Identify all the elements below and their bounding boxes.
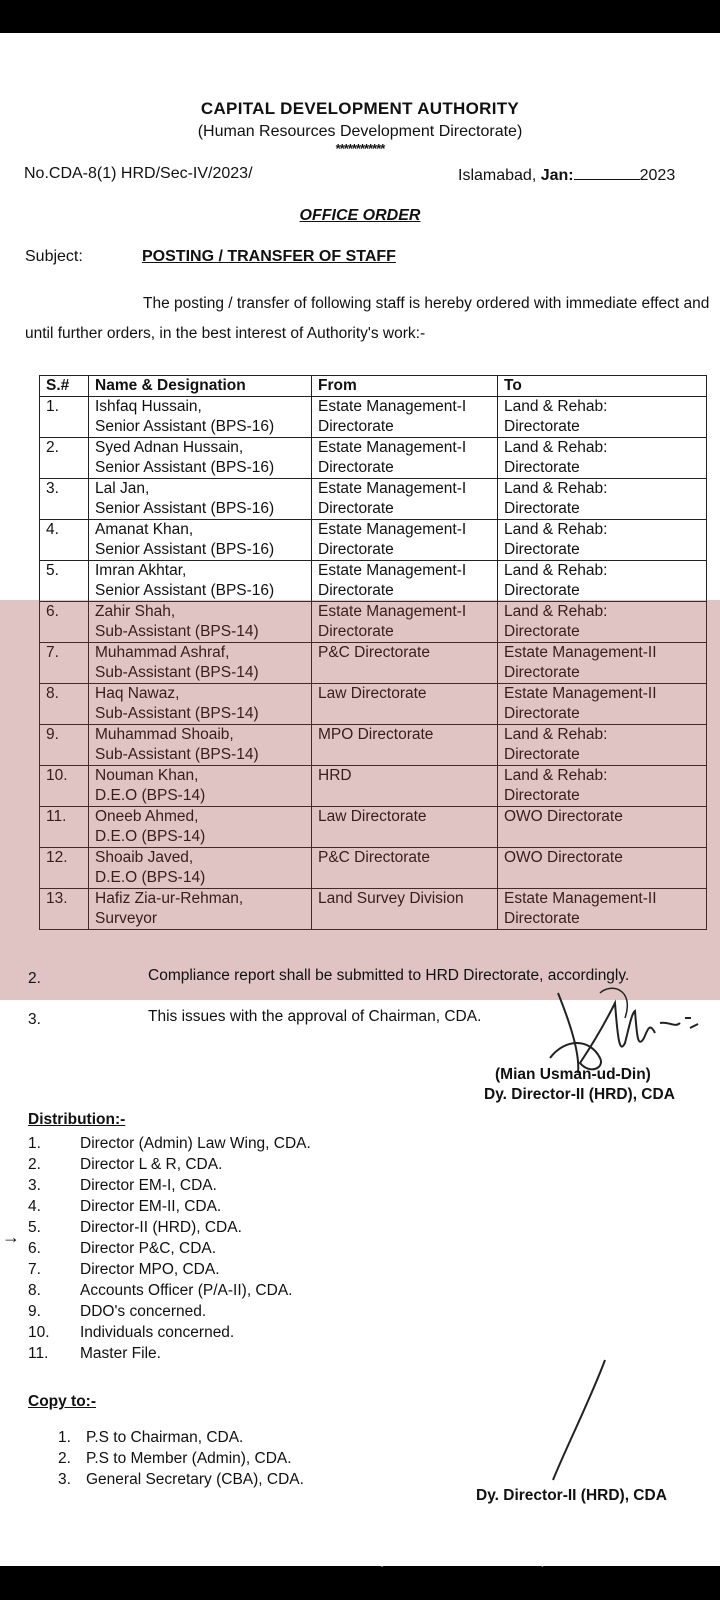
cell-to-to1: Land & Rehab: <box>504 603 608 620</box>
distribution-item <box>28 1238 311 1259</box>
intro-paragraph: The posting / transfer of following staff is hereby ordered with immediate effect and until further orders, in the best interest of Authority's work:- <box>25 295 710 342</box>
cell-sno-sno: 5. <box>46 562 59 579</box>
table-row <box>40 397 707 438</box>
cell-name-designation-name: Imran Akhtar, <box>95 562 187 579</box>
distribution-item <box>28 1301 311 1322</box>
distribution-item-number: 8. <box>28 1282 41 1299</box>
copy-to-item-number: 1. <box>58 1429 71 1446</box>
cell-from-from1: HRD <box>318 767 352 784</box>
signatory-name: (Mian Usman-ud-Din) <box>495 1066 651 1083</box>
cell-name-designation-name: Hafiz Zia-ur-Rehman, <box>95 890 244 907</box>
distribution-item-number: 4. <box>28 1198 41 1215</box>
cell-sno-sno: 4. <box>46 521 59 538</box>
cell-name-designation-designation: D.E.O (BPS-14) <box>95 869 206 886</box>
distribution-item-text: Director (Admin) Law Wing, CDA. <box>80 1135 311 1152</box>
cell-from-from1: P&C Directorate <box>318 849 430 866</box>
cell-from <box>312 438 498 479</box>
copy-to-item <box>58 1469 304 1490</box>
cell-to <box>498 848 707 889</box>
cell-to <box>498 561 707 602</box>
cell-name-designation-name: Muhammad Shoaib, <box>95 726 234 743</box>
cell-to <box>498 725 707 766</box>
cell-name-designation-name: Muhammad Ashraf, <box>95 644 230 661</box>
distribution-item-text: Accounts Officer (P/A-II), CDA. <box>80 1282 293 1299</box>
cell-to-to1: OWO Directorate <box>504 808 623 825</box>
cell-sno <box>40 848 89 889</box>
distribution-item <box>28 1175 311 1196</box>
distribution-item-text: Director-II (HRD), CDA. <box>80 1219 242 1236</box>
table-row <box>40 479 707 520</box>
distribution-item <box>28 1343 311 1364</box>
cell-sno <box>40 807 89 848</box>
table-row <box>40 643 707 684</box>
cell-to-to2: Directorate <box>504 623 580 640</box>
copy-to-item-text: P.S to Chairman, CDA. <box>86 1429 244 1446</box>
cell-name-designation-name: Nouman Khan, <box>95 767 199 784</box>
cell-from-from1: Land Survey Division <box>318 890 464 907</box>
cell-name-designation-name: Haq Nawaz, <box>95 685 180 702</box>
cell-name-designation-designation: D.E.O (BPS-14) <box>95 787 206 804</box>
copy-to-item <box>58 1427 304 1448</box>
copy-to-item-number: 3. <box>58 1471 71 1488</box>
distribution-item-text: Master File. <box>80 1345 161 1362</box>
table-row <box>40 602 707 643</box>
cell-from-from2: Directorate <box>318 541 394 558</box>
cell-to <box>498 807 707 848</box>
cell-name-designation-name: Zahir Shah, <box>95 603 176 620</box>
cell-from-from1: Estate Management-I <box>318 562 467 579</box>
cell-name-designation <box>89 397 312 438</box>
cell-from <box>312 725 498 766</box>
cell-sno <box>40 397 89 438</box>
cell-from <box>312 684 498 725</box>
distribution-item-number: 3. <box>28 1177 41 1194</box>
cell-name-designation-designation: Sub-Assistant (BPS-14) <box>95 623 259 640</box>
top-black-bar <box>0 0 720 33</box>
second-signatory-title: Dy. Director-II (HRD), CDA <box>476 1487 667 1504</box>
subject-text: POSTING / TRANSFER OF STAFF <box>142 248 396 265</box>
watermark-notice: Protected with free version of Watermarkly. Full version doesn't put this mark. <box>81 1548 639 1567</box>
cell-from-from1: P&C Directorate <box>318 644 430 661</box>
col-header-name: Name & Designation <box>89 376 312 397</box>
cell-to-to2: Directorate <box>504 418 580 435</box>
distribution-item-number: 7. <box>28 1261 41 1278</box>
cell-sno <box>40 561 89 602</box>
cell-to <box>498 766 707 807</box>
cell-from <box>312 479 498 520</box>
cell-to-to1: Land & Rehab: <box>504 398 608 415</box>
cell-to <box>498 479 707 520</box>
cell-name-designation-designation: Sub-Assistant (BPS-14) <box>95 746 259 763</box>
distribution-item-text: Individuals concerned. <box>80 1324 235 1341</box>
cell-to-to2: Directorate <box>504 582 580 599</box>
cell-from <box>312 602 498 643</box>
table-row <box>40 561 707 602</box>
cell-name-designation <box>89 848 312 889</box>
para-2-number: 2. <box>28 970 41 987</box>
distribution-item-number: 9. <box>28 1303 41 1320</box>
distribution-item-number: 5. <box>28 1219 41 1236</box>
table-row <box>40 848 707 889</box>
cell-name-designation-name: Ishfaq Hussain, <box>95 398 202 415</box>
cell-name-designation <box>89 438 312 479</box>
cell-name-designation-designation: Sub-Assistant (BPS-14) <box>95 664 259 681</box>
cell-from-from2: Directorate <box>318 418 394 435</box>
signature-scribble <box>540 983 710 1078</box>
cell-name-designation-name: Oneeb Ahmed, <box>95 808 199 825</box>
cell-from-from2: Directorate <box>318 500 394 517</box>
arrow-mark-icon: → <box>2 1227 20 1247</box>
distribution-item <box>28 1259 311 1280</box>
cell-sno-sno: 13. <box>46 890 68 907</box>
distribution-item-text: Director MPO, CDA. <box>80 1261 220 1278</box>
cell-from <box>312 520 498 561</box>
distribution-item <box>28 1280 311 1301</box>
cell-to-to2: Directorate <box>504 500 580 517</box>
table-row <box>40 766 707 807</box>
cell-name-designation-name: Lal Jan, <box>95 480 150 497</box>
cell-sno <box>40 643 89 684</box>
cell-to-to2: Directorate <box>504 459 580 476</box>
copy-to-heading: Copy to:- <box>28 1393 97 1410</box>
cell-to-to2: Directorate <box>504 664 580 681</box>
cell-sno-sno: 9. <box>46 726 59 743</box>
cell-sno-sno: 1. <box>46 398 59 415</box>
distribution-item-number: 10. <box>28 1324 50 1341</box>
header-stars: ************ <box>335 141 385 156</box>
cell-sno <box>40 520 89 561</box>
cell-to-to1: Estate Management-II <box>504 685 657 702</box>
cell-sno <box>40 725 89 766</box>
distribution-item <box>28 1196 311 1217</box>
distribution-item <box>28 1154 311 1175</box>
order-title: OFFICE ORDER <box>299 207 421 224</box>
cell-sno-sno: 11. <box>46 808 67 825</box>
date-label: Jan: <box>540 167 574 184</box>
cell-sno-sno: 3. <box>46 480 59 497</box>
cell-to-to1: Land & Rehab: <box>504 439 608 456</box>
cell-name-designation-designation: D.E.O (BPS-14) <box>95 828 206 845</box>
cell-to-to2: Directorate <box>504 787 580 804</box>
para-2-text: Compliance report shall be submitted to HRD Directorate, accordingly. <box>148 967 630 984</box>
bottom-black-bar <box>0 1566 720 1600</box>
distribution-item-number: 6. <box>28 1240 41 1257</box>
table-row <box>40 684 707 725</box>
cell-name-designation-name: Syed Adnan Hussain, <box>95 439 244 456</box>
cell-sno-sno: 10. <box>46 767 68 784</box>
col-header-from: From <box>312 376 498 397</box>
cell-from <box>312 848 498 889</box>
cell-sno <box>40 889 89 930</box>
table-row <box>40 438 707 479</box>
cell-sno <box>40 479 89 520</box>
cell-from-from1: Estate Management-I <box>318 521 467 538</box>
cell-from-from1: Estate Management-I <box>318 398 467 415</box>
cell-to <box>498 643 707 684</box>
distribution-item-text: DDO's concerned. <box>80 1303 207 1320</box>
cell-sno <box>40 684 89 725</box>
cell-name-designation <box>89 766 312 807</box>
place: Islamabad, <box>458 167 537 184</box>
cell-to <box>498 438 707 479</box>
distribution-item <box>28 1322 311 1343</box>
cell-name-designation <box>89 684 312 725</box>
staff-transfer-table <box>39 375 707 930</box>
cell-to-to2: Directorate <box>504 746 580 763</box>
cell-to-to2: Directorate <box>504 705 580 722</box>
cell-to-to1: OWO Directorate <box>504 849 623 866</box>
cell-name-designation-designation: Senior Assistant (BPS-16) <box>95 418 275 435</box>
cell-to <box>498 520 707 561</box>
second-signature-stroke <box>545 1355 615 1485</box>
cell-sno-sno: 8. <box>46 685 59 702</box>
cell-name-designation <box>89 520 312 561</box>
cell-name-designation-designation: Senior Assistant (BPS-16) <box>95 500 275 517</box>
distribution-item-number: 11. <box>28 1345 49 1362</box>
copy-to-item-number: 2. <box>58 1450 71 1467</box>
subject-label: Subject: <box>25 248 83 265</box>
distribution-item-text: Director L & R, CDA. <box>80 1156 223 1173</box>
cell-name-designation <box>89 889 312 930</box>
cell-from <box>312 561 498 602</box>
cell-name-designation <box>89 807 312 848</box>
cell-sno <box>40 602 89 643</box>
table-row <box>40 807 707 848</box>
cell-from <box>312 807 498 848</box>
copy-to-item-text: P.S to Member (Admin), CDA. <box>86 1450 292 1467</box>
table-row <box>40 889 707 930</box>
cell-to <box>498 397 707 438</box>
col-header-sno: S.# <box>40 376 89 397</box>
year: 2023 <box>639 167 676 184</box>
cell-to <box>498 684 707 725</box>
cell-from <box>312 889 498 930</box>
copy-to-list <box>58 1427 304 1490</box>
cell-name-designation-designation: Senior Assistant (BPS-16) <box>95 459 275 476</box>
distribution-item <box>28 1217 311 1238</box>
cell-from-from2: Directorate <box>318 582 394 599</box>
cell-to <box>498 889 707 930</box>
distribution-item-text: Director EM-II, CDA. <box>80 1198 222 1215</box>
distribution-item-number: 1. <box>28 1135 41 1152</box>
cell-name-designation <box>89 602 312 643</box>
cell-name-designation <box>89 479 312 520</box>
cell-sno-sno: 12. <box>46 849 68 866</box>
cell-name-designation <box>89 561 312 602</box>
cell-name-designation-designation: Sub-Assistant (BPS-14) <box>95 705 259 722</box>
cell-to-to1: Land & Rehab: <box>504 726 608 743</box>
office-order-document <box>0 33 720 1566</box>
table-row <box>40 520 707 561</box>
copy-to-item <box>58 1448 304 1469</box>
cell-to-to1: Estate Management-II <box>504 890 657 907</box>
cell-sno <box>40 438 89 479</box>
distribution-item <box>28 1133 311 1154</box>
cell-to-to1: Estate Management-II <box>504 644 657 661</box>
cell-to <box>498 602 707 643</box>
cell-to-to1: Land & Rehab: <box>504 767 608 784</box>
cell-from <box>312 643 498 684</box>
cell-sno <box>40 766 89 807</box>
table-row <box>40 725 707 766</box>
cell-from-from1: Estate Management-I <box>318 439 467 456</box>
para-3-number: 3. <box>28 1011 41 1028</box>
para-3-text: This issues with the approval of Chairman, CDA. <box>148 1008 482 1025</box>
cell-name-designation-name: Shoaib Javed, <box>95 849 194 866</box>
reference-number: No.CDA-8(1) HRD/Sec-IV/2023/ <box>24 165 253 182</box>
cell-name-designation-designation: Senior Assistant (BPS-16) <box>95 541 275 558</box>
cell-sno-sno: 7. <box>46 644 59 661</box>
distribution-item-number: 2. <box>28 1156 41 1173</box>
distribution-item-text: Director P&C, CDA. <box>80 1240 217 1257</box>
signatory-title: Dy. Director-II (HRD), CDA <box>484 1086 675 1103</box>
cell-from <box>312 397 498 438</box>
cell-from-from1: Estate Management-I <box>318 603 467 620</box>
cell-from-from1: Law Directorate <box>318 808 427 825</box>
place-date <box>458 165 675 185</box>
cell-sno-sno: 6. <box>46 603 59 620</box>
cell-from-from1: Law Directorate <box>318 685 427 702</box>
cell-name-designation <box>89 643 312 684</box>
distribution-list <box>28 1133 311 1364</box>
cell-name-designation-name: Amanat Khan, <box>95 521 194 538</box>
cell-from-from1: MPO Directorate <box>318 726 434 743</box>
cell-to-to2: Directorate <box>504 910 580 927</box>
cell-from <box>312 766 498 807</box>
directorate-name: (Human Resources Development Directorate) <box>197 123 523 140</box>
copy-to-item-text: General Secretary (CBA), CDA. <box>86 1471 304 1488</box>
cell-name-designation <box>89 725 312 766</box>
distribution-heading: Distribution:- <box>28 1111 126 1128</box>
cell-name-designation-designation: Surveyor <box>95 910 158 927</box>
cell-from-from1: Estate Management-I <box>318 480 467 497</box>
col-header-to: To <box>498 376 707 397</box>
table-header-row <box>40 376 707 397</box>
cell-to-to1: Land & Rehab: <box>504 562 608 579</box>
cell-to-to1: Land & Rehab: <box>504 521 608 538</box>
date-blank <box>574 165 640 180</box>
cell-to-to2: Directorate <box>504 541 580 558</box>
cell-sno-sno: 2. <box>46 439 59 456</box>
distribution-item-text: Director EM-I, CDA. <box>80 1177 217 1194</box>
cell-to-to1: Land & Rehab: <box>504 480 608 497</box>
cell-from-from2: Directorate <box>318 459 394 476</box>
cell-from-from2: Directorate <box>318 623 394 640</box>
org-name: CAPITAL DEVELOPMENT AUTHORITY <box>200 99 520 118</box>
cell-name-designation-designation: Senior Assistant (BPS-16) <box>95 582 275 599</box>
